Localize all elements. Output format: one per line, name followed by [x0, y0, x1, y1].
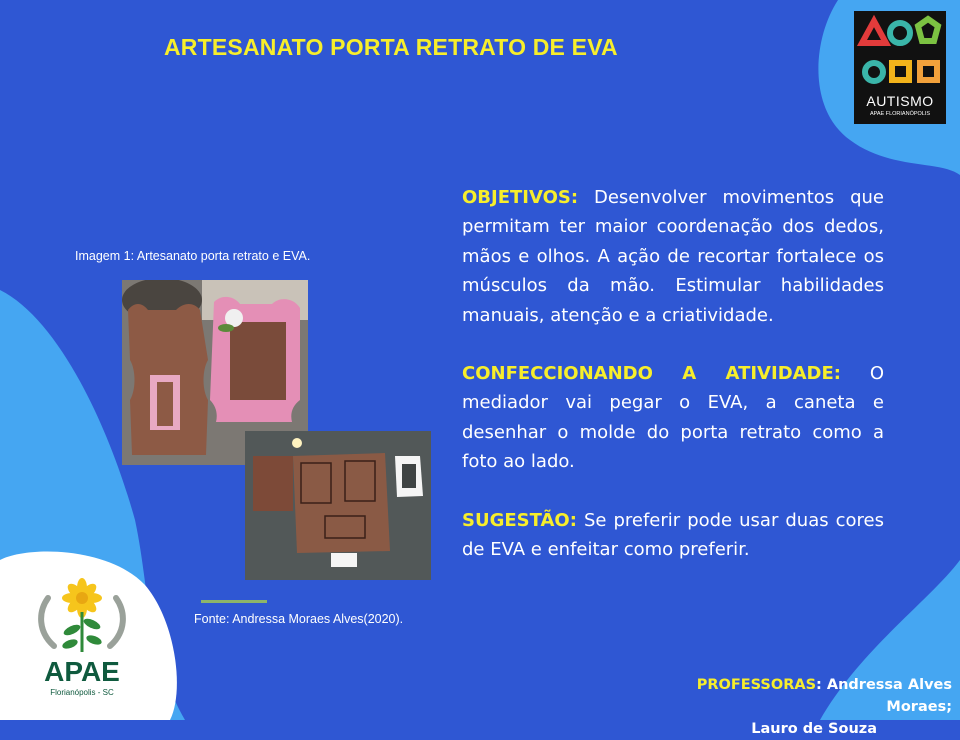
- suggestion-paragraph: [462, 506, 884, 565]
- autismo-logo: [854, 11, 946, 124]
- autismo-logo-name: AUTISMO: [866, 93, 934, 109]
- image-caption: Imagem 1: Artesanato porta retrato e EVA.: [75, 249, 311, 263]
- suggestion-text: Se preferir pode usar duas cores de EVA e enfeitar como preferir.: [462, 509, 884, 561]
- objectives-text: Desenvolver movimentos que permitam ter maior coordenação dos dedos, mãos e olhos. A ação de recortar fortalece os músculos da mão. Estimular habilidades manuais, atenção e a criatividade.: [462, 187, 884, 326]
- page-title: ARTESANATO PORTA RETRATO DE EVA: [164, 34, 618, 60]
- teachers-label: PROFESSORAS: [696, 677, 817, 693]
- photo-eva-mold: [245, 431, 431, 580]
- autismo-logo-subtitle: APAE FLORIANÓPOLIS: [869, 111, 931, 117]
- apae-logo: [12, 560, 152, 710]
- apae-logo-name: APAE: [44, 656, 120, 687]
- apae-logo-subtitle: Florianópolis - SC: [50, 688, 114, 697]
- objectives-label: OBJETIVOS:: [462, 187, 579, 208]
- source-divider: [201, 600, 267, 603]
- apae-flower-hands-icon: [12, 560, 152, 660]
- teachers-line-1: : Andressa Alves Moraes;: [816, 677, 952, 715]
- suggestion-label: SUGESTÃO:: [462, 509, 577, 531]
- image-source: Fonte: Andressa Moraes Alves(2020).: [194, 612, 404, 626]
- teachers-credit: [632, 674, 952, 740]
- objectives-paragraph: [462, 183, 884, 330]
- activity-description: [462, 183, 884, 593]
- teachers-line-2: Lauro de Souza: [751, 721, 877, 737]
- making-text: O mediador vai pegar o EVA, a caneta e desenhar o molde do porta retrato como a foto ao lado.: [462, 363, 884, 473]
- making-paragraph: [462, 359, 884, 477]
- making-label: CONFECCIONANDO A ATIVIDADE:: [462, 363, 841, 385]
- autismo-shapes-icon: [854, 11, 946, 91]
